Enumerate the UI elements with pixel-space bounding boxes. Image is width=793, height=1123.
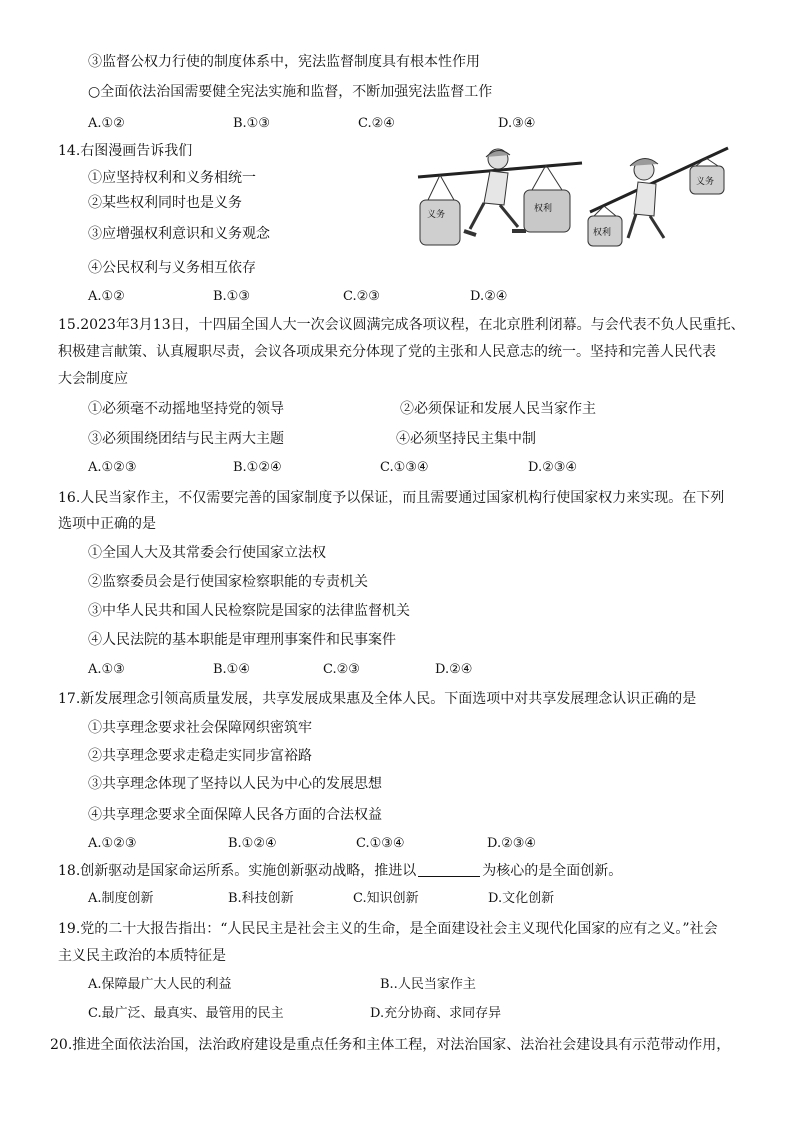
q18-stem xyxy=(58,862,622,880)
q15-option-b[interactable]: B.①②④ xyxy=(233,460,282,475)
q14-option-b[interactable]: B.①③ xyxy=(213,289,250,304)
q14-option-a[interactable]: A.①② xyxy=(88,289,125,304)
q14-stem: 14.右图漫画告诉我们 xyxy=(58,143,193,159)
q17-item-3: ③共享理念体现了坚持以人民为中心的发展思想 xyxy=(88,776,382,792)
cartoon-right-duty-label: 义务 xyxy=(696,177,715,187)
q19-option-b[interactable]: B..人民当家作主 xyxy=(380,977,476,992)
q18-stem-before-blank: 18.创新驱动是国家命运所系。实施创新驱动战略，推进以 xyxy=(58,863,417,879)
cartoon-left-duty-label: 义务 xyxy=(427,210,446,220)
q14-option-c[interactable]: C.②③ xyxy=(343,289,380,304)
q14-item-4: ④公民权利与义务相互依存 xyxy=(88,260,256,276)
q16-option-a[interactable]: A.①③ xyxy=(88,662,125,677)
q15-item-4: ④必须坚持民主集中制 xyxy=(396,431,536,447)
q19-option-d[interactable]: D.充分协商、求同存异 xyxy=(370,1006,502,1021)
q15-option-c[interactable]: C.①③④ xyxy=(380,460,429,475)
cartoon-unbalanced-carrier-image xyxy=(578,142,738,252)
q16-stem-line-1: 16.人民当家作主，不仅需要完善的国家制度予以保证，而且需要通过国家机构行使国家权力来实现。在下列 xyxy=(58,490,725,506)
q16-option-b[interactable]: B.①④ xyxy=(213,662,250,677)
q17-item-1: ①共享理念要求社会保障网织密筑牢 xyxy=(88,720,312,736)
q18-answer-blank[interactable] xyxy=(418,862,480,877)
q17-stem: 17.新发展理念引领高质量发展，共享发展成果惠及全体人民。下面选项中对共享发展理念认识正确的是 xyxy=(58,691,697,707)
q15-item-3: ③必须围绕团结与民主两大主题 xyxy=(88,431,284,447)
q14-item-2: ②某些权利同时也是义务 xyxy=(88,195,242,211)
cartoon-left-right-label: 权利 xyxy=(534,204,553,214)
q19-stem-line-1: 19.党的二十大报告指出：“人民民主是社会主义的生命，是全面建设社会主义现代化国家的应有之义。”社会 xyxy=(58,921,718,937)
q16-item-1: ①全国人大及其常委会行使国家立法权 xyxy=(88,545,326,561)
q16-option-c[interactable]: C.②③ xyxy=(323,662,360,677)
q18-option-c[interactable]: C.知识创新 xyxy=(353,891,419,906)
q18-option-a[interactable]: A.制度创新 xyxy=(88,891,154,906)
q20-stem-line-1: 20.推进全面依法治国，法治政府建设是重点任务和主体工程，对法治国家、法治社会建设具有示范带动作用， xyxy=(50,1037,731,1053)
q17-item-2: ②共享理念要求走稳走实同步富裕路 xyxy=(88,748,312,764)
q19-option-c[interactable]: C.最广泛、最真实、最管用的民主 xyxy=(88,1006,284,1021)
q14-item-1: ①应坚持权利和义务相统一 xyxy=(88,170,256,186)
q13-item-3: ③监督公权力行使的制度体系中，宪法监督制度具有根本性作用 xyxy=(88,54,480,70)
q15-option-a[interactable]: A.①②③ xyxy=(88,460,137,475)
q13-option-b[interactable]: B.①③ xyxy=(233,116,270,131)
q18-option-d[interactable]: D.文化创新 xyxy=(488,891,555,906)
q13-item-4: ○全面依法治国需要健全宪法实施和监督，不断加强宪法监督工作 xyxy=(88,84,493,100)
q13-option-d[interactable]: D.③④ xyxy=(498,116,536,131)
cartoon-balanced-carrier-image xyxy=(400,145,590,255)
q17-option-d[interactable]: D.②③④ xyxy=(487,836,537,851)
q16-item-2: ②监察委员会是行使国家检察职能的专责机关 xyxy=(88,574,368,590)
q16-option-d[interactable]: D.②④ xyxy=(435,662,473,677)
q15-stem-line-2: 积极建言献策、认真履职尽责，会议各项成果充分体现了党的主张和人民意志的统一。坚持和完善人民代表 xyxy=(58,344,716,360)
q17-option-c[interactable]: C.①③④ xyxy=(356,836,405,851)
q15-stem-line-3: 大会制度应 xyxy=(58,371,128,387)
q19-stem-line-2: 主义民主政治的本质特征是 xyxy=(58,948,226,964)
q18-stem-after-blank: 为核心的是全面创新。 xyxy=(482,863,623,879)
q16-stem-line-2: 选项中正确的是 xyxy=(58,516,156,532)
q15-item-1: ①必须毫不动摇地坚持党的领导 xyxy=(88,401,284,417)
q17-option-a[interactable]: A.①②③ xyxy=(88,836,137,851)
q14-option-d[interactable]: D.②④ xyxy=(470,289,508,304)
q15-option-d[interactable]: D.②③④ xyxy=(528,460,578,475)
q13-option-c[interactable]: C.②④ xyxy=(358,116,395,131)
q13-option-a[interactable]: A.①② xyxy=(88,116,125,131)
q15-stem-line-1: 15.2023年3月13日，十四届全国人大一次会议圆满完成各项议程，在北京胜利闭幕。与会代表不负人民重托、 xyxy=(58,317,745,333)
cartoon-right-right-label: 权利 xyxy=(593,228,612,238)
q15-item-2: ②必须保证和发展人民当家作主 xyxy=(400,401,596,417)
q19-option-a[interactable]: A.保障最广大人民的利益 xyxy=(88,977,232,992)
q16-item-4: ④人民法院的基本职能是审理刑事案件和民事案件 xyxy=(88,632,396,648)
q16-item-3: ③中华人民共和国人民检察院是国家的法律监督机关 xyxy=(88,603,410,619)
q17-item-4: ④共享理念要求全面保障人民各方面的合法权益 xyxy=(88,807,382,823)
q14-item-3: ③应增强权利意识和义务观念 xyxy=(88,226,270,242)
q17-option-b[interactable]: B.①②④ xyxy=(228,836,277,851)
q18-option-b[interactable]: B.科技创新 xyxy=(228,891,294,906)
